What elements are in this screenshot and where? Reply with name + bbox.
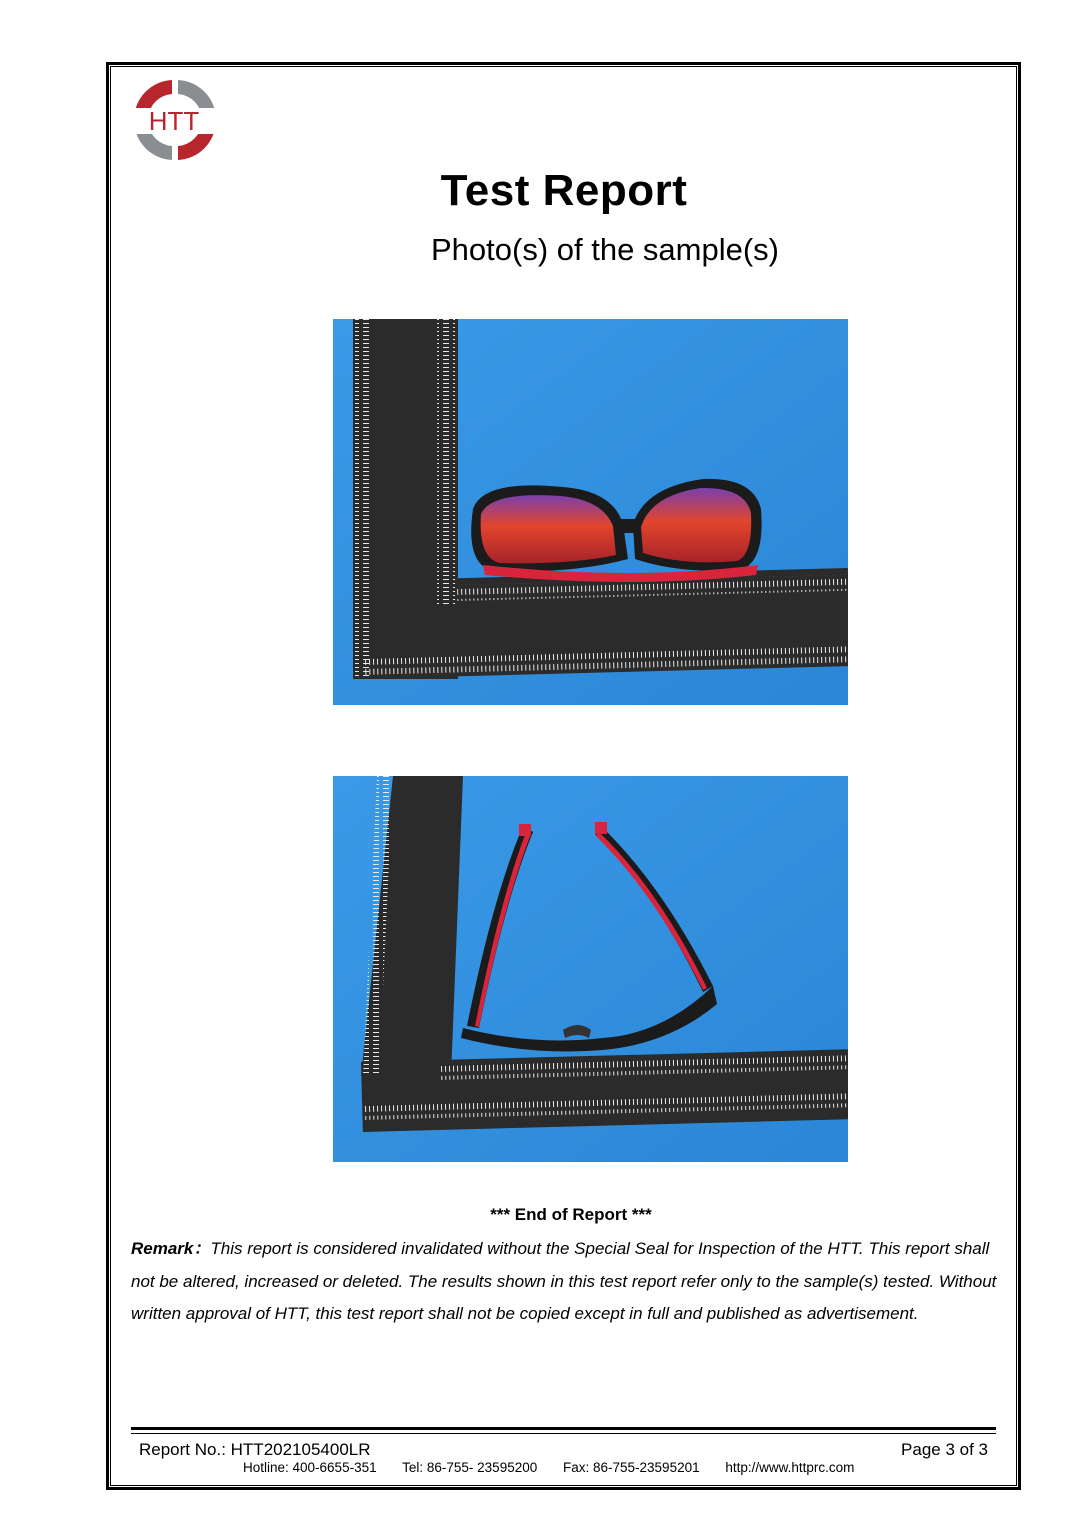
report-number: Report No.: HTT202105400LR xyxy=(139,1440,371,1459)
remark-label: Remark xyxy=(131,1239,194,1258)
fax: Fax: 86-755-23595201 xyxy=(563,1460,700,1475)
report-subtitle: Photo(s) of the sample(s) xyxy=(430,232,780,267)
hotline: Hotline: 400-6655-351 xyxy=(243,1460,377,1475)
footer-rule-thin xyxy=(131,1433,996,1434)
website-link[interactable]: http://www.httprc.com xyxy=(725,1460,855,1475)
report-title: Test Report xyxy=(440,166,688,215)
telephone: Tel: 86-755- 23595200 xyxy=(402,1460,538,1475)
htt-logo xyxy=(128,78,220,164)
footer-rule xyxy=(131,1427,996,1430)
remark-separator: ： xyxy=(193,1239,211,1258)
sample-photo-front xyxy=(333,319,848,705)
sample-photo-top xyxy=(333,776,848,1162)
remark-paragraph xyxy=(131,1233,1007,1331)
logo-text: HTT xyxy=(148,106,200,136)
end-of-report-marker: *** End of Report *** xyxy=(490,1205,652,1224)
contact-line xyxy=(243,1460,876,1475)
remark-text: This report is considered invalidated without the Special Seal for Inspection of the HTT. This report shall not be altered, increased or deleted. The results shown in this test report refer only to the sample(s) tested. Without written approval of HTT, this test report shall not be copied except in full and published as advertisement. xyxy=(131,1239,997,1323)
page-number: Page 3 of 3 xyxy=(901,1440,988,1459)
